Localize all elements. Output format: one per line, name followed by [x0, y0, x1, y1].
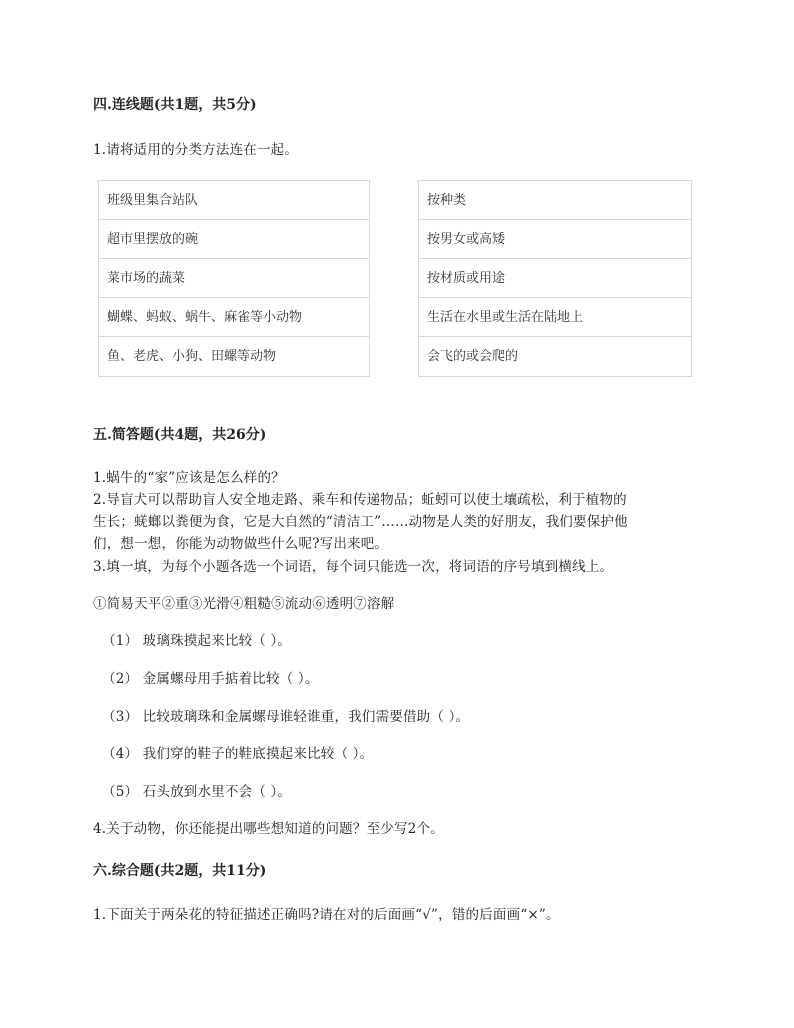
section-5-question-3: 3.填一填，为每个小题各选一个词语，每个词只能选一次，将词语的序号填到横线上。	[93, 559, 614, 575]
left-item[interactable]: 超市里摆放的碗	[99, 220, 369, 259]
left-item[interactable]: 班级里集合站队	[99, 181, 369, 220]
fill-blank-item: （5） 石头放到水里不会（ ）。	[102, 784, 292, 800]
section-5-question-1: 1.蜗牛的“家”应该是怎么样的？	[93, 470, 285, 486]
section-5-question-2-line-2: 生长；蜣螂以粪便为食，它是大自然的“清洁工”……动物是人类的好朋友，我们要保护他	[93, 514, 628, 530]
left-item[interactable]: 蝴蝶、蚂蚁、蜗牛、麻雀等小动物	[99, 298, 369, 337]
fill-blank-item: （3） 比较玻璃珠和金属螺母谁轻谁重，我们需要借助（ ）。	[102, 709, 470, 725]
left-item[interactable]: 菜市场的蔬菜	[99, 259, 369, 298]
word-options: ①简易天平②重③光滑④粗糙⑤流动⑥透明⑦溶解	[93, 596, 395, 612]
right-item[interactable]: 按材质或用途	[419, 259, 691, 298]
right-item[interactable]: 按男女或高矮	[419, 220, 691, 259]
right-item[interactable]: 生活在水里或生活在陆地上	[419, 298, 691, 337]
section-4-title: 四.连线题(共1题，共5分)	[93, 97, 257, 113]
section-4-question-1: 1.请将适用的分类方法连在一起。	[93, 142, 299, 158]
section-6-question-1: 1.下面关于两朵花的特征描述正确吗?请在对的后面画“√”，错的后面画“×”。	[93, 907, 560, 923]
matching-right-column	[418, 180, 692, 377]
right-item[interactable]: 会飞的或会爬的	[427, 349, 519, 364]
fill-blank-item: （1） 玻璃珠摸起来比较（ ）。	[102, 633, 292, 649]
left-item[interactable]: 鱼、老虎、小狗、田螺等动物	[107, 349, 277, 364]
section-5-question-2-line-3: 们，想一想，你能为动物做些什么呢?写出来吧。	[93, 536, 389, 552]
section-5-question-2-line-1: 2.导盲犬可以帮助盲人安全地走路、乘车和传递物品；蚯蚓可以使土壤疏松，利于植物的	[93, 492, 627, 508]
matching-left-column	[98, 180, 370, 377]
right-item[interactable]: 按种类	[419, 181, 691, 220]
section-5-title: 五.简答题(共4题，共26分)	[93, 427, 267, 443]
section-6-title: 六.综合题(共2题，共11分)	[93, 863, 267, 879]
section-5-question-4: 4.关于动物，你还能提出哪些想知道的问题？至少写2个。	[93, 821, 444, 837]
fill-blank-item: （4） 我们穿的鞋子的鞋底摸起来比较（ ）。	[102, 746, 374, 762]
fill-blank-item: （2） 金属螺母用手掂着比较（ ）。	[102, 671, 319, 687]
